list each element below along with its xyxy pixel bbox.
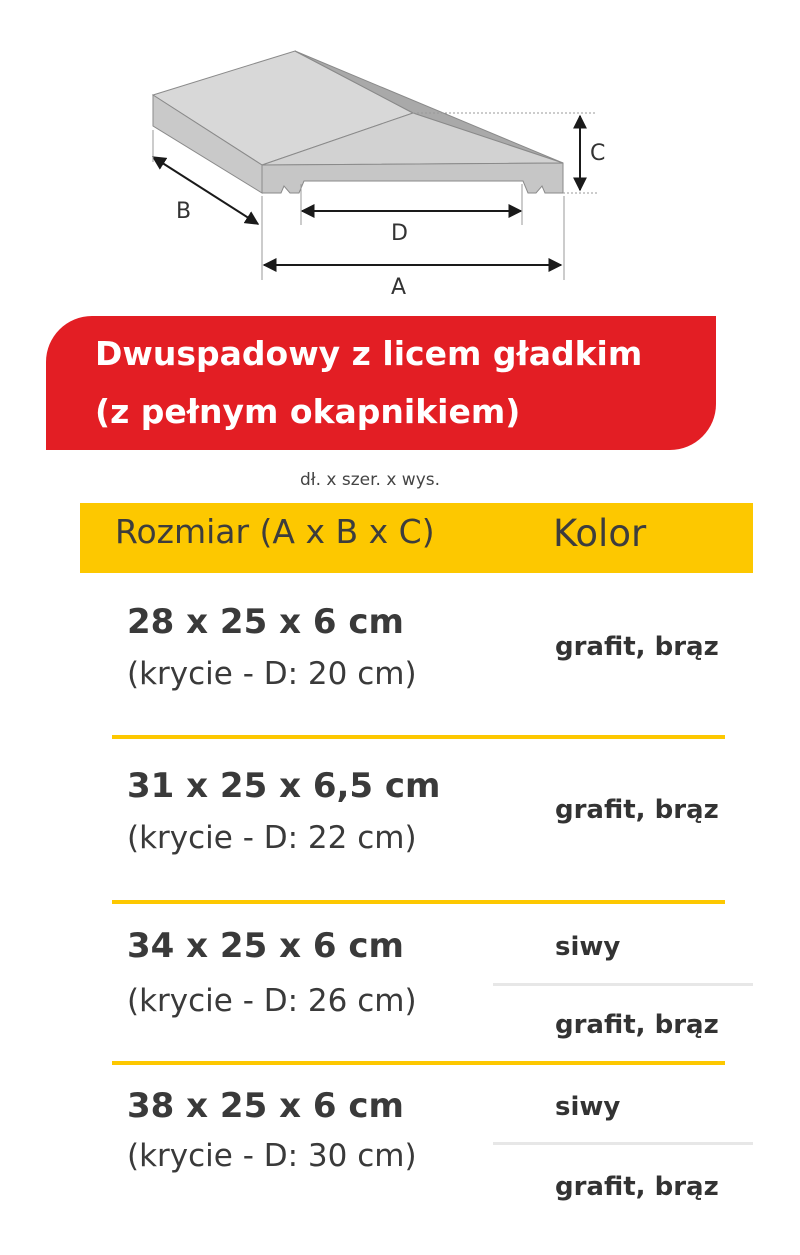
label-b: B [176,199,192,224]
row-color: siwy [555,932,621,962]
row-cover: (krycie - D: 26 cm) [127,983,417,1019]
row-color: grafit, brąz [555,1010,719,1040]
title-line-1: Dwuspadowy z licem gładkim [95,334,643,373]
title-line-2: (z pełnym okapnikiem) [95,392,521,431]
coping-diagram [0,0,800,310]
label-c: C [590,141,606,166]
row-size: 38 x 25 x 6 cm [127,1086,404,1126]
header-size: Rozmiar (A x B x C) [115,512,435,551]
row-size: 34 x 25 x 6 cm [127,926,404,966]
row-size: 28 x 25 x 6 cm [127,602,404,642]
row-cover: (krycie - D: 22 cm) [127,820,417,856]
row-color: grafit, brąz [555,632,719,662]
row-color: grafit, brąz [555,795,719,825]
row-cover: (krycie - D: 20 cm) [127,656,417,692]
label-a: A [391,275,407,300]
row-size: 31 x 25 x 6,5 cm [127,766,441,806]
front-face [262,163,563,193]
row-divider [112,735,725,739]
row-divider [112,900,725,904]
color-divider [493,1142,753,1145]
row-color: siwy [555,1092,621,1122]
color-divider [493,983,753,986]
label-d: D [391,221,408,246]
dimension-order-note: dł. x szer. x wys. [299,470,441,490]
row-divider [112,1061,725,1065]
row-color: grafit, brąz [555,1172,719,1202]
header-color: Kolor [553,512,647,555]
row-cover: (krycie - D: 30 cm) [127,1138,417,1174]
